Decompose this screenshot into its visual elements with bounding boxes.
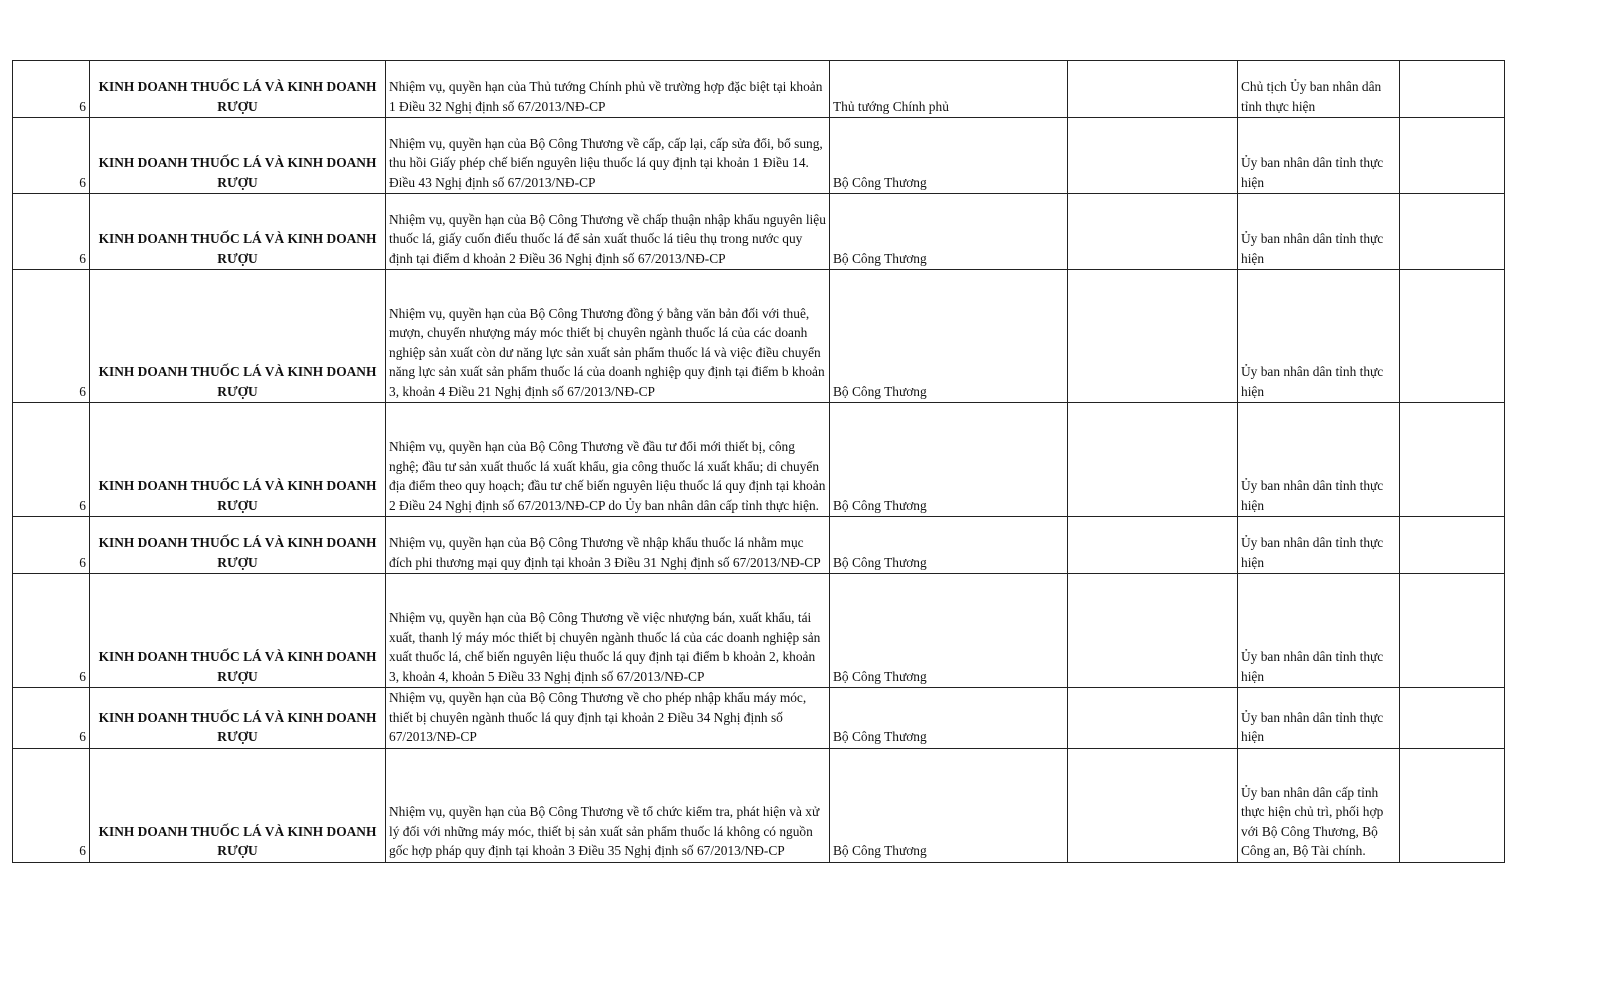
current-authority: Bộ Công Thương bbox=[830, 517, 1068, 574]
table-row bbox=[13, 118, 1505, 194]
task-description: Nhiệm vụ, quyền hạn của Bộ Công Thương về việc nhượng bán, xuất khẩu, tái xuất, thanh lý máy móc thiết bị chuyên ngành thuốc lá của các doanh nghiệp sản xuất thuốc lá, chế biến nguyên liệu thuốc lá quy định tại điểm b khoản 2, khoản 3, khoản 4, khoản 5 Điều 33 Nghị định số 67/2013/NĐ-CP bbox=[386, 574, 830, 688]
empty-cell bbox=[1068, 574, 1238, 688]
note-cell bbox=[1400, 270, 1505, 403]
task-description: Nhiệm vụ, quyền hạn của Bộ Công Thương đồng ý bằng văn bản đối với thuê, mượn, chuyển nhượng máy móc thiết bị chuyên ngành thuốc lá của các doanh nghiệp sản xuất còn dư năng lực sản xuất sản phẩm thuốc lá và việc điều chuyển năng lực sản xuất sản phẩm thuốc lá của doanh nghiệp quy định tại điểm b khoản 3, khoản 4 Điều 21 Nghị định số 67/2013/NĐ-CP bbox=[386, 270, 830, 403]
row-number: 6 bbox=[13, 688, 90, 749]
empty-cell bbox=[1068, 270, 1238, 403]
empty-cell bbox=[1068, 517, 1238, 574]
executing-body: Ủy ban nhân dân tỉnh thực hiện bbox=[1238, 688, 1400, 749]
current-authority: Bộ Công Thương bbox=[830, 118, 1068, 194]
empty-cell bbox=[1068, 688, 1238, 749]
field-name: KINH DOANH THUỐC LÁ VÀ KINH DOANH RƯỢU bbox=[90, 270, 386, 403]
executing-body: Ủy ban nhân dân cấp tỉnh thực hiện chủ trì, phối hợp với Bộ Công Thương, Bộ Công an, Bộ Tài chính. bbox=[1238, 748, 1400, 862]
note-cell bbox=[1400, 574, 1505, 688]
field-name: KINH DOANH THUỐC LÁ VÀ KINH DOANH RƯỢU bbox=[90, 574, 386, 688]
field-name: KINH DOANH THUỐC LÁ VÀ KINH DOANH RƯỢU bbox=[90, 194, 386, 270]
row-number: 6 bbox=[13, 61, 90, 118]
table-row bbox=[13, 270, 1505, 403]
note-cell bbox=[1400, 748, 1505, 862]
task-description: Nhiệm vụ, quyền hạn của Bộ Công Thương về tổ chức kiểm tra, phát hiện và xử lý đối với những máy móc, thiết bị sản xuất sản phẩm thuốc lá không có nguồn gốc hợp pháp quy định tại khoản 3 Điều 35 Nghị định số 67/2013/NĐ-CP bbox=[386, 748, 830, 862]
executing-body: Ủy ban nhân dân tỉnh thực hiện bbox=[1238, 574, 1400, 688]
table-row bbox=[13, 688, 1505, 749]
field-name: KINH DOANH THUỐC LÁ VÀ KINH DOANH RƯỢU bbox=[90, 748, 386, 862]
field-name: KINH DOANH THUỐC LÁ VÀ KINH DOANH RƯỢU bbox=[90, 403, 386, 517]
table-row bbox=[13, 61, 1505, 118]
row-number: 6 bbox=[13, 118, 90, 194]
field-name: KINH DOANH THUỐC LÁ VÀ KINH DOANH RƯỢU bbox=[90, 61, 386, 118]
executing-body: Chủ tịch Ủy ban nhân dân tỉnh thực hiện bbox=[1238, 61, 1400, 118]
task-description: Nhiệm vụ, quyền hạn của Bộ Công Thương về nhập khẩu thuốc lá nhằm mục đích phi thương mại quy định tại khoản 3 Điều 31 Nghị định số 67/2013/NĐ-CP bbox=[386, 517, 830, 574]
note-cell bbox=[1400, 194, 1505, 270]
executing-body: Ủy ban nhân dân tỉnh thực hiện bbox=[1238, 194, 1400, 270]
current-authority: Bộ Công Thương bbox=[830, 270, 1068, 403]
note-cell bbox=[1400, 688, 1505, 749]
task-description: Nhiệm vụ, quyền hạn của Bộ Công Thương về chấp thuận nhập khẩu nguyên liệu thuốc lá, giấy cuốn điếu thuốc lá để sản xuất thuốc lá tiêu thụ trong nước quy định tại điểm d khoản 2 Điều 36 Nghị định số 67/2013/NĐ-CP bbox=[386, 194, 830, 270]
executing-body: Ủy ban nhân dân tỉnh thực hiện bbox=[1238, 517, 1400, 574]
empty-cell bbox=[1068, 194, 1238, 270]
field-name: KINH DOANH THUỐC LÁ VÀ KINH DOANH RƯỢU bbox=[90, 118, 386, 194]
row-number: 6 bbox=[13, 403, 90, 517]
current-authority: Bộ Công Thương bbox=[830, 574, 1068, 688]
table-row bbox=[13, 403, 1505, 517]
task-description: Nhiệm vụ, quyền hạn của Bộ Công Thương về cấp, cấp lại, cấp sửa đổi, bổ sung, thu hồi Giấy phép chế biến nguyên liệu thuốc lá quy định tại khoản 1 Điều 14. Điều 43 Nghị định số 67/2013/NĐ-CP bbox=[386, 118, 830, 194]
note-cell bbox=[1400, 403, 1505, 517]
note-cell bbox=[1400, 118, 1505, 194]
field-name: KINH DOANH THUỐC LÁ VÀ KINH DOANH RƯỢU bbox=[90, 688, 386, 749]
delegation-table bbox=[12, 60, 1505, 863]
empty-cell bbox=[1068, 61, 1238, 118]
current-authority: Bộ Công Thương bbox=[830, 688, 1068, 749]
current-authority: Thủ tướng Chính phủ bbox=[830, 61, 1068, 118]
row-number: 6 bbox=[13, 748, 90, 862]
table-row bbox=[13, 517, 1505, 574]
empty-cell bbox=[1068, 118, 1238, 194]
empty-cell bbox=[1068, 748, 1238, 862]
row-number: 6 bbox=[13, 270, 90, 403]
table-row bbox=[13, 574, 1505, 688]
task-description: Nhiệm vụ, quyền hạn của Bộ Công Thương về đầu tư đổi mới thiết bị, công nghệ; đầu tư sản xuất thuốc lá xuất khẩu, gia công thuốc lá xuất khẩu; di chuyển địa điểm theo quy hoạch; đầu tư chế biến nguyên liệu thuốc lá quy định tại khoản 2 Điều 24 Nghị định số 67/2013/NĐ-CP do Ủy ban nhân dân cấp tỉnh thực hiện. bbox=[386, 403, 830, 517]
task-description: Nhiệm vụ, quyền hạn của Bộ Công Thương về cho phép nhập khẩu máy móc, thiết bị chuyên ngành thuốc lá quy định tại khoản 2 Điều 34 Nghị định số 67/2013/NĐ-CP bbox=[386, 688, 830, 749]
executing-body: Ủy ban nhân dân tỉnh thực hiện bbox=[1238, 270, 1400, 403]
note-cell bbox=[1400, 517, 1505, 574]
table-row bbox=[13, 194, 1505, 270]
current-authority: Bộ Công Thương bbox=[830, 194, 1068, 270]
empty-cell bbox=[1068, 403, 1238, 517]
row-number: 6 bbox=[13, 194, 90, 270]
executing-body: Ủy ban nhân dân tỉnh thực hiện bbox=[1238, 118, 1400, 194]
table-row bbox=[13, 748, 1505, 862]
current-authority: Bộ Công Thương bbox=[830, 403, 1068, 517]
field-name: KINH DOANH THUỐC LÁ VÀ KINH DOANH RƯỢU bbox=[90, 517, 386, 574]
executing-body: Ủy ban nhân dân tỉnh thực hiện bbox=[1238, 403, 1400, 517]
current-authority: Bộ Công Thương bbox=[830, 748, 1068, 862]
row-number: 6 bbox=[13, 517, 90, 574]
task-description: Nhiệm vụ, quyền hạn của Thủ tướng Chính phủ về trường hợp đặc biệt tại khoản 1 Điều 32 Nghị định số 67/2013/NĐ-CP bbox=[386, 61, 830, 118]
table-body bbox=[13, 61, 1505, 863]
row-number: 6 bbox=[13, 574, 90, 688]
note-cell bbox=[1400, 61, 1505, 118]
